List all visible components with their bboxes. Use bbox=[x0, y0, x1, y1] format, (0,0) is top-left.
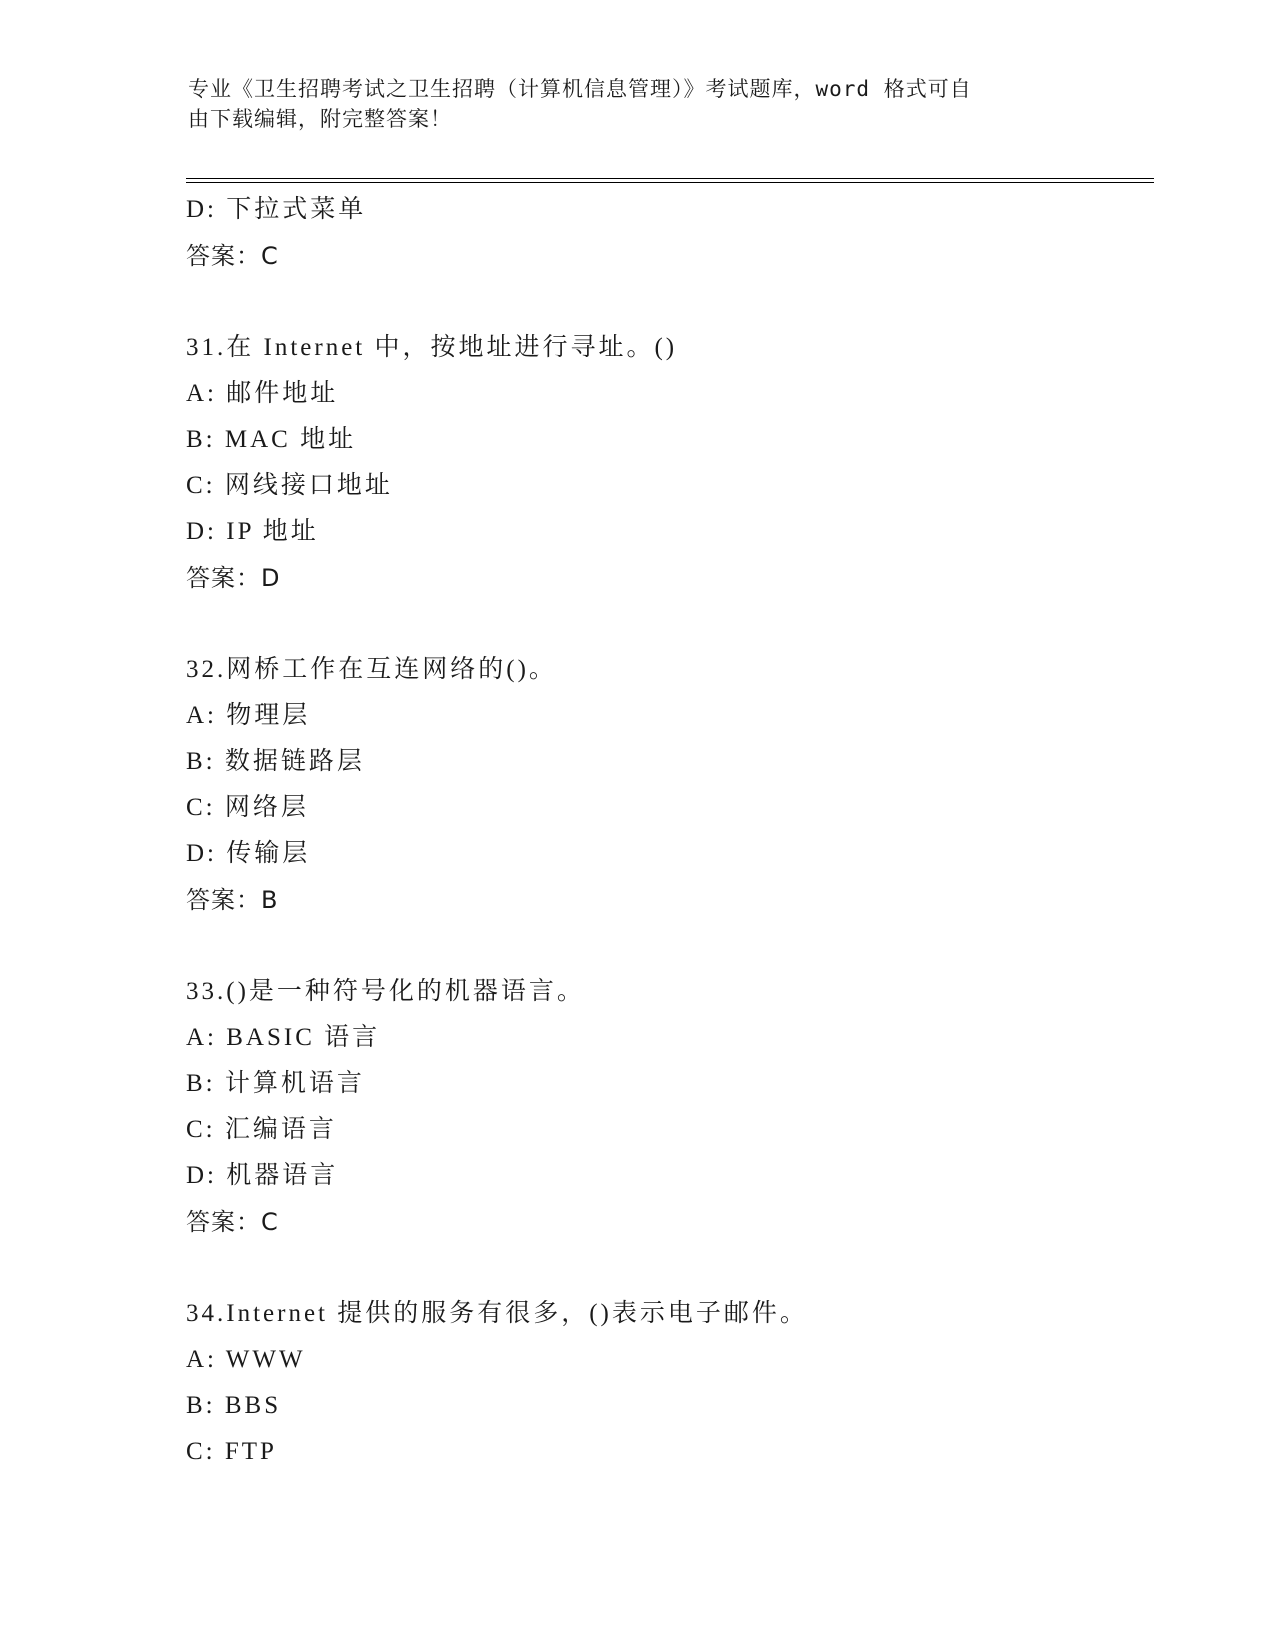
option-d: D: 机器语言 bbox=[186, 1162, 339, 1189]
document-header bbox=[188, 74, 1068, 134]
option-a: A: 物理层 bbox=[186, 702, 311, 729]
question-stem: 32.网桥工作在互连网络的()。 bbox=[186, 656, 557, 683]
option-a: A: WWW bbox=[186, 1346, 306, 1373]
option-b: B: 数据链路层 bbox=[186, 748, 365, 775]
option-c: C: 汇编语言 bbox=[186, 1116, 337, 1143]
header-line-1: 专业《卫生招聘考试之卫生招聘（计算机信息管理）》考试题库，word 格式可自 bbox=[188, 77, 972, 101]
question-34 bbox=[186, 1291, 1146, 1475]
answer: 答案：C bbox=[186, 242, 279, 270]
answer: 答案：B bbox=[186, 886, 279, 914]
question-31 bbox=[186, 325, 1146, 601]
option-c: C: 网线接口地址 bbox=[186, 472, 393, 499]
question-stem: 33.()是一种符号化的机器语言。 bbox=[186, 978, 585, 1005]
header-divider-bottom bbox=[186, 182, 1154, 183]
question-stem: 34.Internet 提供的服务有很多，()表示电子邮件。 bbox=[186, 1300, 808, 1327]
answer: 答案：D bbox=[186, 564, 281, 592]
option-a: A: BASIC 语言 bbox=[186, 1024, 381, 1051]
option-b: B: MAC 地址 bbox=[186, 426, 357, 453]
option-c: C: 网络层 bbox=[186, 794, 309, 821]
option-d: D: 传输层 bbox=[186, 840, 311, 867]
header-line-2: 由下载编辑，附完整答案！ bbox=[188, 107, 452, 131]
header-divider-top bbox=[186, 178, 1154, 179]
question-33 bbox=[186, 969, 1146, 1245]
answer: 答案：C bbox=[186, 1208, 279, 1236]
question-stem: 31.在 Internet 中，按地址进行寻址。() bbox=[186, 334, 678, 361]
option-a: A: 邮件地址 bbox=[186, 380, 339, 407]
question-32 bbox=[186, 647, 1146, 923]
option-b: B: 计算机语言 bbox=[186, 1070, 365, 1097]
option-c: C: FTP bbox=[186, 1438, 277, 1465]
option-b: B: BBS bbox=[186, 1392, 282, 1419]
option-d: D: IP 地址 bbox=[186, 518, 319, 545]
option-d: D: 下拉式菜单 bbox=[186, 196, 367, 223]
question-list bbox=[186, 187, 1146, 1475]
